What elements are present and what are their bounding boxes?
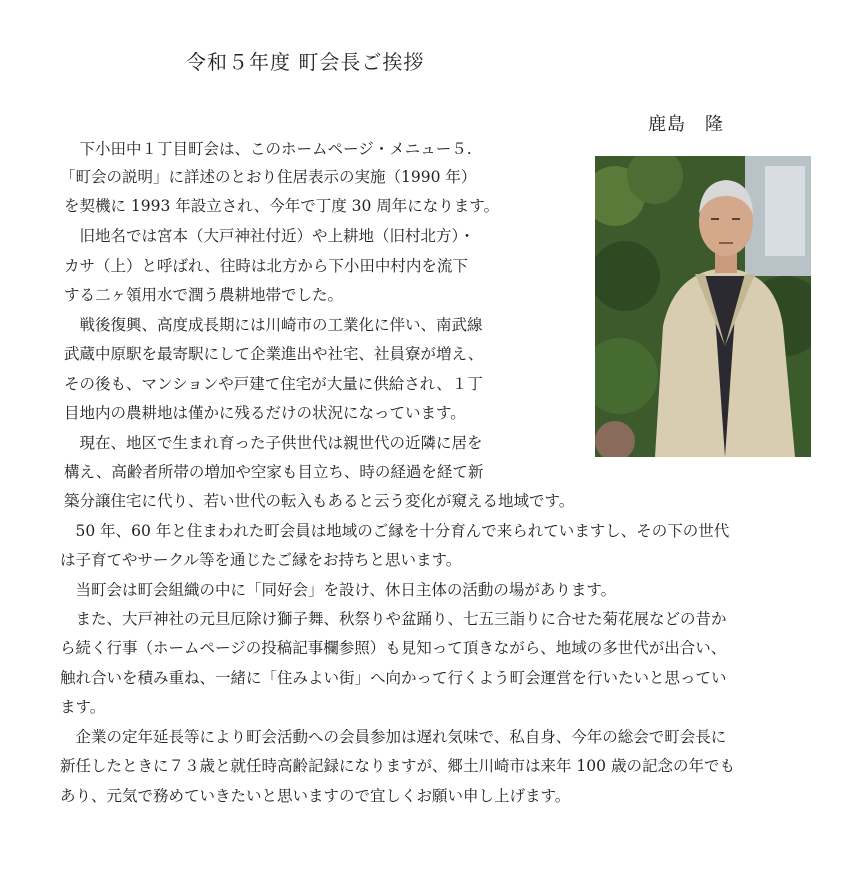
body-line: 触れ合いを積み重ね、一緒に「住みよい街」へ向かって行くよう町会運営を行いたいと思ってい xyxy=(60,669,727,687)
portrait-photo xyxy=(595,156,811,457)
body-line: ます。 xyxy=(60,698,106,716)
body-line: 企業の定年延長等により町会活動への会員参加は遅れ気味で、私自身、今年の総会で町会長に xyxy=(60,728,727,746)
body-line: 当町会は町会組織の中に「同好会」を設け、休日主体の活動の場があります。 xyxy=(60,581,617,599)
portrait-illustration xyxy=(595,156,811,457)
body-line: 築分譲住宅に代り、若い世代の転入もあると云う変化が窺える地域です。 xyxy=(64,492,575,510)
body-line: 戦後復興、高度成長期には川崎市の工業化に伴い、南武線 xyxy=(64,316,483,334)
body-line: 「町会の説明」に詳述のとおり住居表示の実施（1990 年） xyxy=(60,168,477,186)
body-line: 新任したときに７３歳と就任時高齢記録になりますが、郷土川崎市は来年 100 歳の記念の年でも xyxy=(60,757,735,775)
body-line: ら続く行事（ホームページの投稿記事欄参照）も見知って頂きながら、地域の多世代が出合い、 xyxy=(60,639,727,657)
body-line: その後も、マンションや戸建て住宅が大量に供給され、１丁 xyxy=(64,375,483,393)
body-line: また、大戸神社の元旦厄除け獅子舞、秋祭りや盆踊り、七五三詣りに合せた菊花展などの昔か xyxy=(60,610,727,628)
page-title: 令和５年度 町会長ご挨拶 xyxy=(186,50,425,74)
body-line: 現在、地区で生まれ育った子供世代は親世代の近隣に居を xyxy=(64,434,483,452)
body-line: 目地内の農耕地は僅かに残るだけの状況になっています。 xyxy=(64,404,466,422)
body-line: あり、元気で務めていきたいと思いますので宜しくお願い申し上げます。 xyxy=(60,787,571,805)
body-line: 50 年、60 年と住まわれた町会員は地域のご縁を十分育んで来られていますし、その下の世代 xyxy=(60,522,730,540)
body-line: 武蔵中原駅を最寄駅にして企業進出や社宅、社員寮が増え、 xyxy=(64,345,484,363)
body-line: は子育てやサークル等を通じたご縁をお持ちと思います。 xyxy=(60,551,462,569)
body-line: を契機に 1993 年設立され、今年で丁度 30 周年になります。 xyxy=(64,197,500,215)
author-name: 鹿島 隆 xyxy=(648,114,724,135)
body-line: 下小田中１丁目町会は、このホームページ・メニュー５. xyxy=(64,140,472,158)
body-line: 構え、高齢者所帯の増加や空家も目立ち、時の経過を経て新 xyxy=(64,463,484,481)
body-line: カサ（上）と呼ばれ、往時は北方から下小田中村内を流下 xyxy=(64,257,468,275)
body-line: 旧地名では宮本（大戸神社付近）や上耕地（旧村北方）・ xyxy=(64,227,475,245)
body-line: する二ヶ領用水で潤う農耕地帯でした。 xyxy=(64,286,344,304)
